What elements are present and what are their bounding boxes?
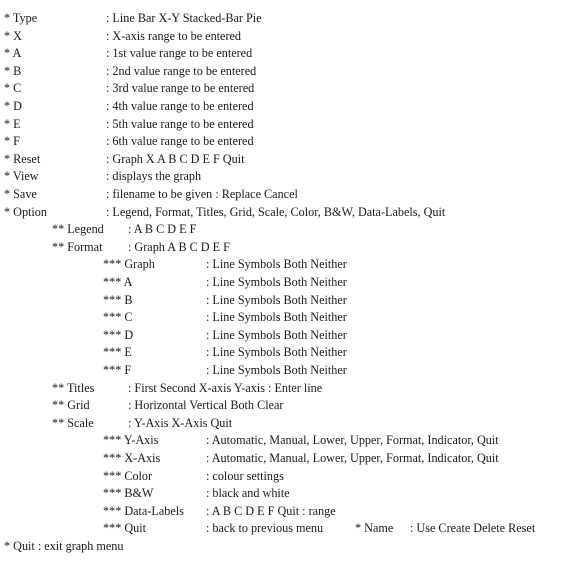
menu-item-description: : Automatic, Manual, Lower, Upper, Format, Indicator, Quit xyxy=(206,433,499,448)
menu-item-label: * E xyxy=(4,116,21,131)
menu-item-label: *** B xyxy=(103,292,133,307)
menu-row xyxy=(0,327,575,345)
menu-row xyxy=(0,239,575,257)
menu-row xyxy=(0,168,575,186)
menu-item-label: *** Color xyxy=(103,468,153,483)
menu-item-description: : 6th value range to be entered xyxy=(106,134,254,149)
menu-row xyxy=(0,397,575,415)
menu-item-description: : 4th value range to be entered xyxy=(106,99,254,113)
menu-item-description: : Graph X A B C D E F Quit xyxy=(106,151,245,166)
menu-row xyxy=(0,204,575,222)
menu-item-label: * X xyxy=(4,28,22,43)
menu-item-label: * F xyxy=(4,134,20,149)
menu-item-label: *** F xyxy=(103,363,132,377)
menu-item-label: * Reset xyxy=(4,151,41,166)
menu-item-label: * Save xyxy=(4,187,37,201)
menu-item-label: *** C xyxy=(103,310,133,325)
menu-row xyxy=(0,116,575,134)
menu-row xyxy=(0,362,575,380)
menu-item-description: : A B C D E F xyxy=(128,222,197,237)
menu-row xyxy=(0,80,575,98)
menu-item-label: *** A xyxy=(103,275,133,289)
menu-row xyxy=(0,380,575,398)
menu-item-label: ** Scale xyxy=(52,415,94,430)
menu-item-label: *** Y-Axis xyxy=(103,433,159,448)
menu-row xyxy=(0,274,575,292)
menu-item-label: *** D xyxy=(103,327,134,342)
menu-item-description: : Line Symbols Both Neither xyxy=(206,327,347,342)
name-menu-description: : Use Create Delete Reset xyxy=(410,521,536,536)
menu-item-label: * D xyxy=(4,99,22,113)
menu-item-description: : 2nd value range to be entered xyxy=(106,63,257,78)
menu-row xyxy=(0,538,575,556)
menu-item-label: *** X-Axis xyxy=(103,451,161,465)
menu-item-label: * A xyxy=(4,46,22,61)
menu-item-description: : 3rd value range to be entered xyxy=(106,81,255,96)
menu-item-description: : A B C D E F Quit : range xyxy=(206,503,336,518)
menu-item-description: : Automatic, Manual, Lower, Upper, Format, Indicator, Quit xyxy=(206,451,499,465)
menu-item-description: : Graph A B C D E F xyxy=(128,239,230,254)
menu-item-label: *** Quit xyxy=(103,521,146,536)
menu-row xyxy=(0,28,575,46)
menu-row xyxy=(0,45,575,63)
menu-row xyxy=(0,186,575,204)
menu-item-description: : First Second X-axis Y-axis : Enter line xyxy=(128,380,323,395)
menu-item-description: : X-axis range to be entered xyxy=(106,28,242,43)
menu-item-label: * View xyxy=(4,169,39,184)
menu-item-description: : Line Symbols Both Neither xyxy=(206,292,347,307)
menu-item-description: : back to previous menu xyxy=(206,521,324,536)
menu-row xyxy=(0,432,575,450)
menu-item-label: *** E xyxy=(103,345,132,360)
menu-row xyxy=(0,292,575,310)
menu-item-label: *** Data-Labels xyxy=(103,503,184,518)
menu-item-label: * B xyxy=(4,63,22,78)
menu-row xyxy=(0,98,575,116)
menu-row xyxy=(0,309,575,327)
menu-item-description: : colour settings xyxy=(206,468,284,483)
menu-item-description: : displays the graph xyxy=(106,169,202,184)
menu-row xyxy=(0,520,575,538)
menu-item-label: * Quit : exit graph menu xyxy=(4,539,124,553)
menu-item-description: : Line Symbols Both Neither xyxy=(206,275,347,289)
menu-item-label: ** Legend xyxy=(52,222,104,237)
menu-item-label: *** B&W xyxy=(103,486,154,501)
menu-row xyxy=(0,151,575,169)
menu-row xyxy=(0,344,575,362)
menu-row xyxy=(0,485,575,503)
menu-row xyxy=(0,468,575,486)
menu-item-label: ** Grid xyxy=(52,398,90,413)
menu-item-description: : black and white xyxy=(206,486,290,501)
menu-item-description: : Legend, Format, Titles, Grid, Scale, Color, B&W, Data-Labels, Quit xyxy=(106,204,446,219)
menu-item-description: : Line Symbols Both Neither xyxy=(206,345,347,360)
name-menu-label: * Name xyxy=(355,521,394,536)
menu-row xyxy=(0,133,575,151)
menu-item-label: ** Format xyxy=(52,239,103,254)
menu-row xyxy=(0,63,575,81)
menu-row xyxy=(0,221,575,239)
menu-item-description: : Line Bar X-Y Stacked-Bar Pie xyxy=(106,11,262,25)
menu-item-description: : Line Symbols Both Neither xyxy=(206,310,347,325)
menu-row xyxy=(0,256,575,274)
menu-item-label: * Option xyxy=(4,204,47,219)
menu-item-label: * Type xyxy=(4,11,38,25)
menu-row xyxy=(0,415,575,433)
menu-item-description: : filename to be given : Replace Cancel xyxy=(106,187,298,201)
menu-item-description: : Y-Axis X-Axis Quit xyxy=(128,415,233,430)
menu-item-description: : Line Symbols Both Neither xyxy=(206,257,347,272)
menu-item-label: *** Graph xyxy=(103,257,155,272)
menu-row xyxy=(0,10,575,28)
menu-item-description: : Horizontal Vertical Both Clear xyxy=(128,398,284,413)
menu-item-description: : Line Symbols Both Neither xyxy=(206,363,347,377)
menu-item-description: : 5th value range to be entered xyxy=(106,116,254,131)
menu-item-label: ** Titles xyxy=(52,380,95,395)
menu-item-description: : 1st value range to be entered xyxy=(106,46,253,61)
menu-item-label: * C xyxy=(4,81,22,96)
menu-row xyxy=(0,503,575,521)
menu-row xyxy=(0,450,575,468)
